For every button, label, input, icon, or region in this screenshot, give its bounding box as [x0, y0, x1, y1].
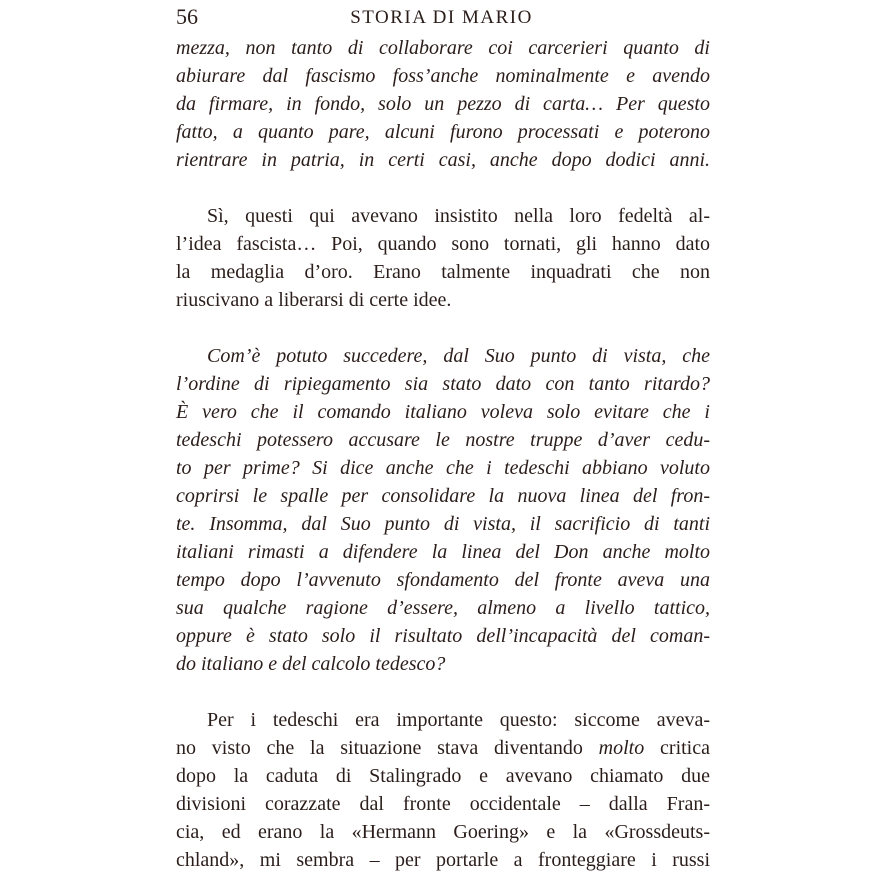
text-line: mezza, non tanto di collaborare coi carcerieri quanto di	[176, 37, 710, 59]
italic-run: molto	[598, 737, 645, 759]
text-line: Com’è potuto succedere, dal Suo punto di vista, che	[207, 345, 710, 367]
text-line: italiani rimasti a difendere la linea del Don anche molto	[176, 541, 710, 563]
text-line: dopo la caduta di Stalingrado e avevano chiamato due	[176, 765, 710, 787]
paragraph	[176, 34, 710, 174]
text-line: coprirsi le spalle per consolidare la nuova linea del fron-	[176, 485, 710, 507]
text-line: chland», mi sembra – per portarle a fronteggiare i russi	[176, 849, 710, 871]
text-line: la medaglia d’oro. Erano talmente inquadrati che non	[176, 261, 710, 283]
paragraph	[176, 342, 710, 678]
text-line: divisioni corazzate dal fronte occidentale – dalla Fran-	[176, 793, 710, 815]
text-line: Per i tedeschi era importante questo: siccome aveva-	[207, 709, 710, 731]
text-line: fatto, a quanto pare, alcuni furono processati e poterono	[176, 121, 710, 143]
text-line: sua qualche ragione d’essere, almeno a livello tattico,	[176, 597, 710, 619]
paragraph	[176, 706, 710, 874]
text-line: to per prime? Si dice anche che i tedeschi abbiano voluto	[176, 457, 710, 479]
text-line: abiurare dal fascismo foss’anche nominalmente e avendo	[176, 65, 710, 87]
page-number: 56	[176, 4, 198, 29]
text-column	[176, 34, 710, 874]
text-line: riuscivano a liberarsi di certe idee.	[176, 289, 452, 311]
text-line: da firmare, in fondo, solo un pezzo di carta… Per questo	[176, 93, 710, 115]
text-line: Sì, questi qui avevano insistito nella loro fedeltà al-	[207, 205, 710, 227]
text-line: do italiano e del calcolo tedesco?	[176, 653, 446, 675]
running-title: STORIA DI MARIO	[350, 7, 533, 28]
text-line: rientrare in patria, in certi casi, anche dopo dodici anni.	[176, 149, 710, 171]
text-line: no visto che la situazione stava diventando molto critica	[176, 737, 710, 759]
text-line: tedeschi potessero accusare le nostre truppe d’aver cedu-	[176, 429, 710, 451]
text-line: tempo dopo l’avvenuto sfondamento del fronte aveva una	[176, 569, 710, 591]
text-line: l’idea fascista… Poi, quando sono tornati, gli hanno dato	[176, 233, 710, 255]
text-line: È vero che il comando italiano voleva solo evitare che i	[176, 401, 710, 423]
text-line: cia, ed erano la «Hermann Goering» e la «Grossdeuts-	[176, 821, 710, 843]
paragraph	[176, 202, 710, 314]
text-line: l’ordine di ripiegamento sia stato dato con tanto ritardo?	[176, 373, 710, 395]
text-line: te. Insomma, dal Suo punto di vista, il sacrificio di tanti	[176, 513, 710, 535]
text-line: oppure è stato solo il risultato dell’incapacità del coman-	[176, 625, 710, 647]
